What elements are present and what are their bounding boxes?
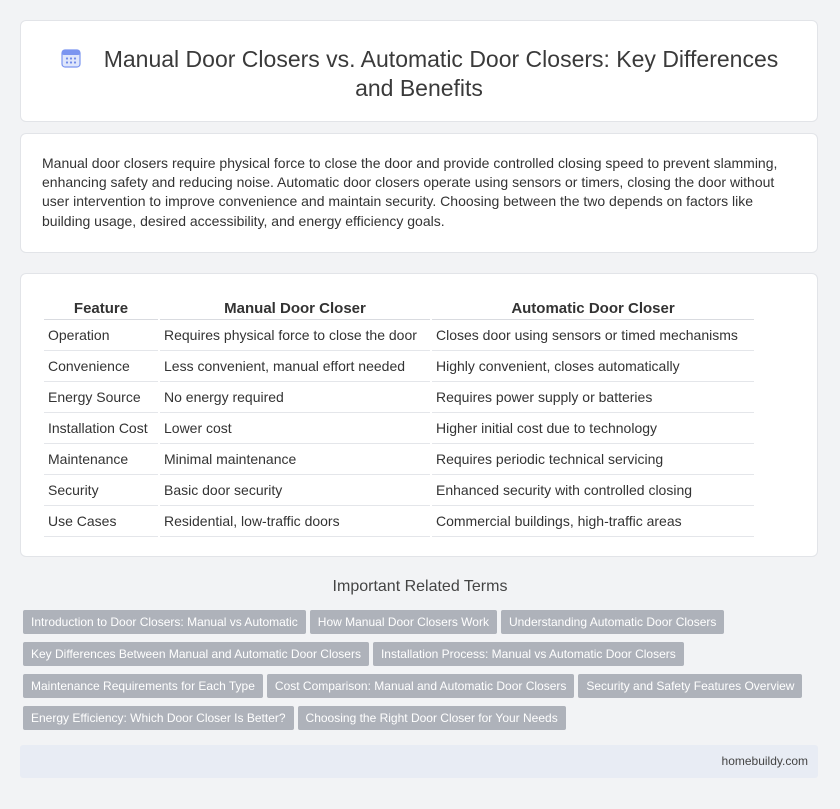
table-cell: Lower cost [160, 413, 430, 444]
table-cell: Operation [44, 320, 158, 351]
table-cell: Highly convenient, closes automatically [432, 351, 754, 382]
table-cell: Installation Cost [44, 413, 158, 444]
table-row [44, 382, 754, 413]
related-term-tag[interactable]: Energy Efficiency: Which Door Closer Is Better? [23, 706, 294, 730]
table-cell: Energy Source [44, 382, 158, 413]
table-cell: Closes door using sensors or timed mechanisms [432, 320, 754, 351]
related-term-tag[interactable]: Cost Comparison: Manual and Automatic Door Closers [267, 674, 574, 698]
table-header-cell: Automatic Door Closer [432, 295, 754, 320]
table-cell: No energy required [160, 382, 430, 413]
related-terms-title: Important Related Terms [332, 578, 508, 595]
related-term-tag[interactable]: Key Differences Between Manual and Automatic Door Closers [23, 642, 369, 666]
table-cell: Residential, low-traffic doors [160, 506, 430, 537]
table-cell: Less convenient, manual effort needed [160, 351, 430, 382]
table-header-cell: Manual Door Closer [160, 295, 430, 320]
table-row [44, 475, 754, 506]
table-cell: Maintenance [44, 444, 158, 475]
table-cell: Security [44, 475, 158, 506]
table-cell: Basic door security [160, 475, 430, 506]
table-cell: Higher initial cost due to technology [432, 413, 754, 444]
table-header-cell: Feature [44, 295, 158, 320]
related-term-tag[interactable]: How Manual Door Closers Work [310, 610, 497, 634]
title-card [20, 20, 818, 122]
related-term-tag[interactable]: Maintenance Requirements for Each Type [23, 674, 263, 698]
table-cell: Minimal maintenance [160, 444, 430, 475]
footer [20, 745, 818, 778]
calendar-icon [60, 47, 82, 69]
related-term-tag[interactable]: Choosing the Right Door Closer for Your Needs [298, 706, 566, 730]
related-term-tag[interactable]: Introduction to Door Closers: Manual vs Automatic [23, 610, 306, 634]
table-cell: Enhanced security with controlled closing [432, 475, 754, 506]
comparison-table [42, 295, 756, 537]
summary-card [20, 133, 818, 253]
page-title-row [21, 45, 817, 103]
page-title: Manual Door Closers vs. Automatic Door Closers: Key Differences and Benefits [103, 46, 779, 101]
footer-site: homebuildy.com [721, 754, 808, 768]
table-cell: Requires physical force to close the door [160, 320, 430, 351]
table-cell: Convenience [44, 351, 158, 382]
table-cell: Use Cases [44, 506, 158, 537]
comparison-card [20, 273, 818, 557]
summary-paragraph: Manual door closers require physical force to close the door and provide controlled closing speed to prevent slamming, enhancing safety and reducing noise. Automatic door closers operate using sensors or timers, closing the door without user intervention to improve convenience and maintain security. Choosing between the two depends on factors like building usage, desired accessibility, and energy efficiency goals. [42, 155, 778, 229]
table-header-row [44, 295, 754, 320]
table-cell: Requires power supply or batteries [432, 382, 754, 413]
related-term-tag[interactable]: Installation Process: Manual vs Automatic Door Closers [373, 642, 684, 666]
table-row [44, 351, 754, 382]
table-row [44, 413, 754, 444]
table-row [44, 320, 754, 351]
table-row [44, 506, 754, 537]
table-cell: Commercial buildings, high-traffic areas [432, 506, 754, 537]
table-row [44, 444, 754, 475]
related-term-tag[interactable]: Security and Safety Features Overview [578, 674, 802, 698]
table-cell: Requires periodic technical servicing [432, 444, 754, 475]
related-term-tag[interactable]: Understanding Automatic Door Closers [501, 610, 724, 634]
related-terms-list [23, 610, 823, 738]
